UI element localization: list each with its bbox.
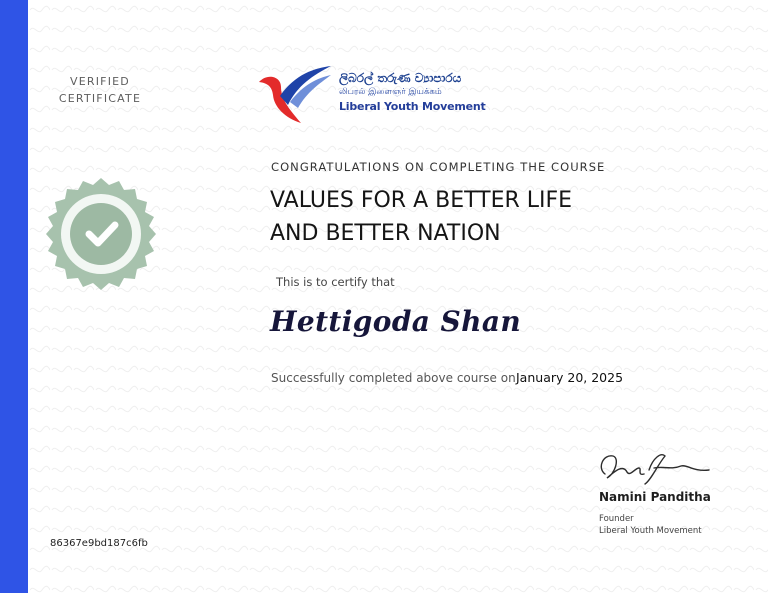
recipient-name: Hettigoda Shan [270, 305, 522, 338]
accent-side-bar [0, 0, 28, 593]
verified-label-line2: CERTIFICATE [58, 92, 142, 105]
congratulations-heading: CONGRATULATIONS ON COMPLETING THE COURSE [271, 160, 606, 174]
completion-date: January 20, 2025 [516, 370, 624, 385]
organization-name-sinhala: ලිබරල් තරුණ ව්‍යාපාරය [339, 71, 462, 85]
course-title [270, 184, 650, 250]
organization-name-english: Liberal Youth Movement [339, 100, 486, 113]
course-title-line1: VALUES FOR A BETTER LIFE [270, 188, 573, 213]
checkmark-seal-icon [44, 177, 158, 291]
signatory-name: Namini Panditha [599, 490, 711, 504]
certificate-id: 86367e9bd187c6fb [50, 538, 148, 549]
signatory-role: Founder [599, 514, 634, 524]
certify-statement: This is to certify that [276, 275, 395, 289]
completion-statement: Successfully completed above course on [271, 371, 516, 385]
organization-name-tamil: லிபரல் இளைஞர் இயக்கம் [339, 87, 442, 97]
course-title-line2: AND BETTER NATION [270, 221, 501, 246]
verified-label-line1: VERIFIED [70, 75, 130, 88]
signature-mark [593, 444, 713, 488]
verified-certificate-label [48, 73, 152, 107]
signatory-organization: Liberal Youth Movement [599, 526, 702, 536]
